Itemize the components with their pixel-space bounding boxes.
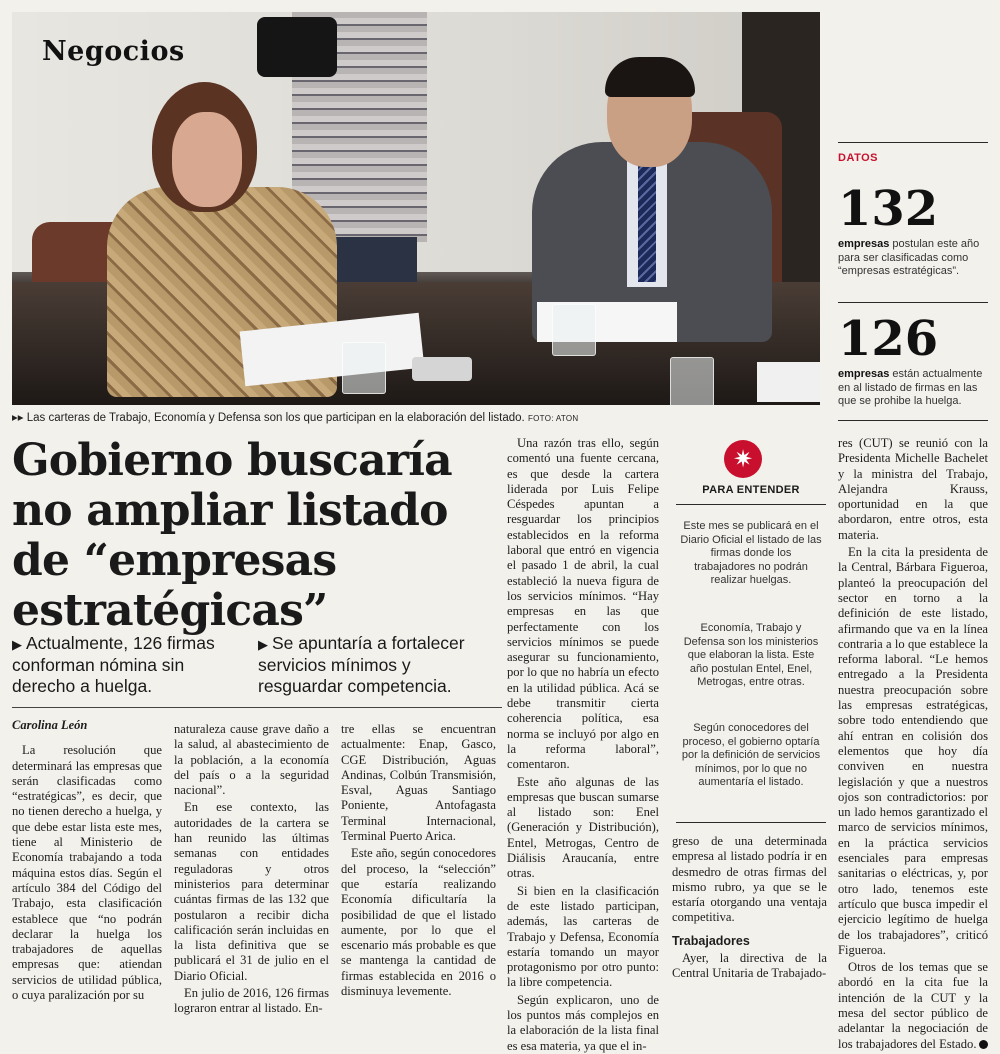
divider — [12, 707, 502, 708]
paragraph: greso de una determinada empresa al listado podría ir en desmedro de otras firmas del mismo rubro, ya que se le estaría otorgando una ventaja competitiva. — [672, 834, 827, 925]
article-column-3 — [341, 722, 496, 999]
subdeck-2 — [258, 633, 498, 697]
datos-label: DATOS — [838, 152, 878, 164]
subdeck-1 — [12, 633, 252, 697]
paragraph: Este año, según conocedores del proceso, la “selección” que estaría realizando Economía dificultaría la posibilidad de que el listado aumente, por lo que el escenario más probable es que se mantenga la cantidad de firmas establecida en 2016 o disminuya levemente. — [341, 846, 496, 999]
stat-description — [838, 238, 988, 279]
stat-number: 126 — [838, 311, 939, 367]
photo-papers-right — [757, 362, 820, 402]
divider — [838, 302, 988, 303]
photo-glass — [342, 342, 386, 394]
para-entender-paragraph: Según conocedores del proceso, el gobierno optaría por la definición de servicios mínimos, por lo que no aumentaría el listado. — [681, 722, 821, 788]
paragraph: res (CUT) se reunió con la Presidenta Michelle Bachelet y la ministra del Trabajo, Alejandra Krauss, oportunidad en la que abordaron, entre otros, esta materia. — [838, 436, 988, 542]
stat-bold: empresas — [838, 238, 890, 250]
paragraph: Según explicaron, uno de los puntos más complejos en la elaboración de la lista final es esa materia, ya que el in- — [507, 992, 659, 1053]
paragraph — [838, 960, 988, 1052]
paragraph: Ayer, la directiva de la Central Unitaria de Trabajado- — [672, 951, 827, 981]
paragraph: naturaleza cause grave daño a la salud, al abastecimiento de la población, a la economía del país o a la seguridad nacional”. — [174, 722, 329, 798]
stat-description — [838, 368, 988, 409]
subdeck-2-text: Se apuntaría a fortalecer servicios mínimos y resguardar competencia. — [258, 633, 465, 696]
divider — [838, 142, 988, 143]
paragraph: tre ellas se encuentran actualmente: Enap, Gasco, CGE Distribución, Aguas Andinas, Colbún Transmisión, Esval, Aguas Santiago Poniente, Antofagasta Terminal Internacional, Terminal Puerto Arica. — [341, 722, 496, 844]
compass-star-icon: ✷ — [724, 440, 762, 478]
stat-number: 132 — [838, 181, 939, 237]
paragraph: Si bien en la clasificación de este listado participan, además, las carteras de Trabajo y Defensa, Economía estaría tomando un mayor protagonismo por otro punto: la libre competencia. — [507, 883, 659, 990]
photo-man-hair — [605, 57, 695, 97]
photo-credit: FOTO: ATON — [527, 414, 579, 423]
paragraph: En julio de 2016, 126 firmas lograron entrar al listado. En- — [174, 986, 329, 1016]
stat-text: están actualmente en al listado de firmas en las que se prohibe la huelga. — [838, 368, 983, 407]
byline: Carolina León — [12, 718, 88, 732]
paragraph: En ese contexto, las autoridades de la cartera se han reunido las últimas semanas con entidades reguladoras y otros ministerios para determinar cuántas firmas de las 132 que postularon a recibir dicha calificación serán incluidas en la lista definitiva que se publicará el 31 de julio en el Diario Oficial. — [174, 800, 329, 983]
para-entender-paragraph: Este mes se publicará en el Diario Oficial el listado de las firmas donde los trabajadores no podrán realizar huelgas. — [680, 520, 822, 586]
news-photo — [12, 12, 820, 405]
para-entender-paragraph: Economía, Trabajo y Defensa son los ministerios que elaboran la lista. Este año postulan Entel, Enel, Metrogas, entre otras. — [683, 622, 819, 688]
photo-glass — [552, 304, 596, 356]
triangle-bullet-icon: ▶ — [258, 637, 268, 652]
para-entender-title: PARA ENTENDER — [702, 484, 800, 496]
end-mark-icon — [979, 1040, 988, 1049]
triangle-bullet-icon: ▶ — [12, 637, 22, 652]
paragraph: En la cita la presidenta de la Central, Bárbara Figueroa, planteó la preocupación del sector en torno a la definición de este listado, afirmando que va en la línea contraria a lo que establece la reforma laboral. “Le hemos entregado a la Presidenta nuestra preocupación sobre las empresas estratégicas, sobre todo entendiendo que ahí entran en colisión dos elementos que hoy día conviven en nuestra legislación y que a nuestros ojos son contradictorios: por un lado hemos garantizado el marco de servicios mínimos, en la práctica servicios esenciales para empresas sanitarias o eléctricas, y, por otro lado, tenemos este artículo que busca impedir el ejercicio legítimo de huelga de los trabajadores”, criticó Figueroa. — [838, 545, 988, 957]
paragraph-text: Otros de los temas que se abordó en la cita fue la intención de la CUT y la mesa del sector público de adelantar la negociación de los trabajadores del Estado. — [838, 960, 988, 1051]
photo-caption — [12, 410, 820, 424]
stat-bold: empresas — [838, 368, 890, 380]
divider — [838, 420, 988, 421]
photo-camera — [257, 17, 337, 77]
divider — [676, 822, 826, 823]
subhead-trabajadores: Trabajadores — [672, 933, 750, 948]
photo-phone — [412, 357, 472, 381]
caption-text: ▸▸ Las carteras de Trabajo, Economía y Defensa son los que participan en la elaboración del listado. — [12, 412, 525, 424]
article-column-2 — [174, 722, 329, 1017]
paragraph: Este año algunas de las empresas que buscan sumarse al listado son: Enel (Generación y Distribución), Entel, Metrogas, Centro de Diálisis Araucanía, entre otras. — [507, 774, 659, 881]
photo-woman-face — [172, 112, 242, 207]
article-column-4 — [507, 436, 659, 1054]
article-column-6 — [838, 436, 988, 1052]
subdeck-1-text: Actualmente, 126 firmas conforman nómina sin derecho a huelga. — [12, 633, 215, 696]
headline: Gobierno buscaría no ampliar listado de “empresas estratégicas” — [12, 435, 452, 636]
section-label: Negocios — [42, 36, 185, 67]
photo-glass — [670, 357, 714, 405]
stat-text: postulan este año para ser clasificadas como “empresas estratégicas”. — [838, 238, 980, 277]
photo-man-tie — [638, 162, 656, 282]
article-column-1 — [12, 718, 162, 1003]
article-column-5 — [672, 834, 827, 982]
divider — [676, 504, 826, 505]
paragraph: Una razón tras ello, según comentó una fuente cercana, es que desde la cartera liderada por Luis Felipe Céspedes apuntan a resguardar los principios establecidos en la reforma laboral que entró en vigencia el pasado 1 de abril, la cual estableció la nueva figura de los servicios mínimos. “Hay empresas en las que perfectamente con los servicios mínimos se puede asegurar su funcionamiento, por lo que no habría un efecto en la utilidad pública. Acá se debe transmitir cierta coherencia política, esa norma se incluyó por algo en la reforma laboral”, comentaron. — [507, 436, 659, 772]
paragraph: La resolución que determinará las empresas que serán clasificadas como “estratégicas”, es decir, que no tienen derecho a huelga, y que debe estar lista este mes, tiene al Ministerio de Economía trabajando a toda máquina estos días. Según el artículo 384 del Código del Trabajo, esta clasificación establece que “no podrán declarar la huelga los trabajadores de aquellas empresas que: atiendan servicios de utilidad pública, o cuya paralización por su — [12, 743, 162, 1003]
